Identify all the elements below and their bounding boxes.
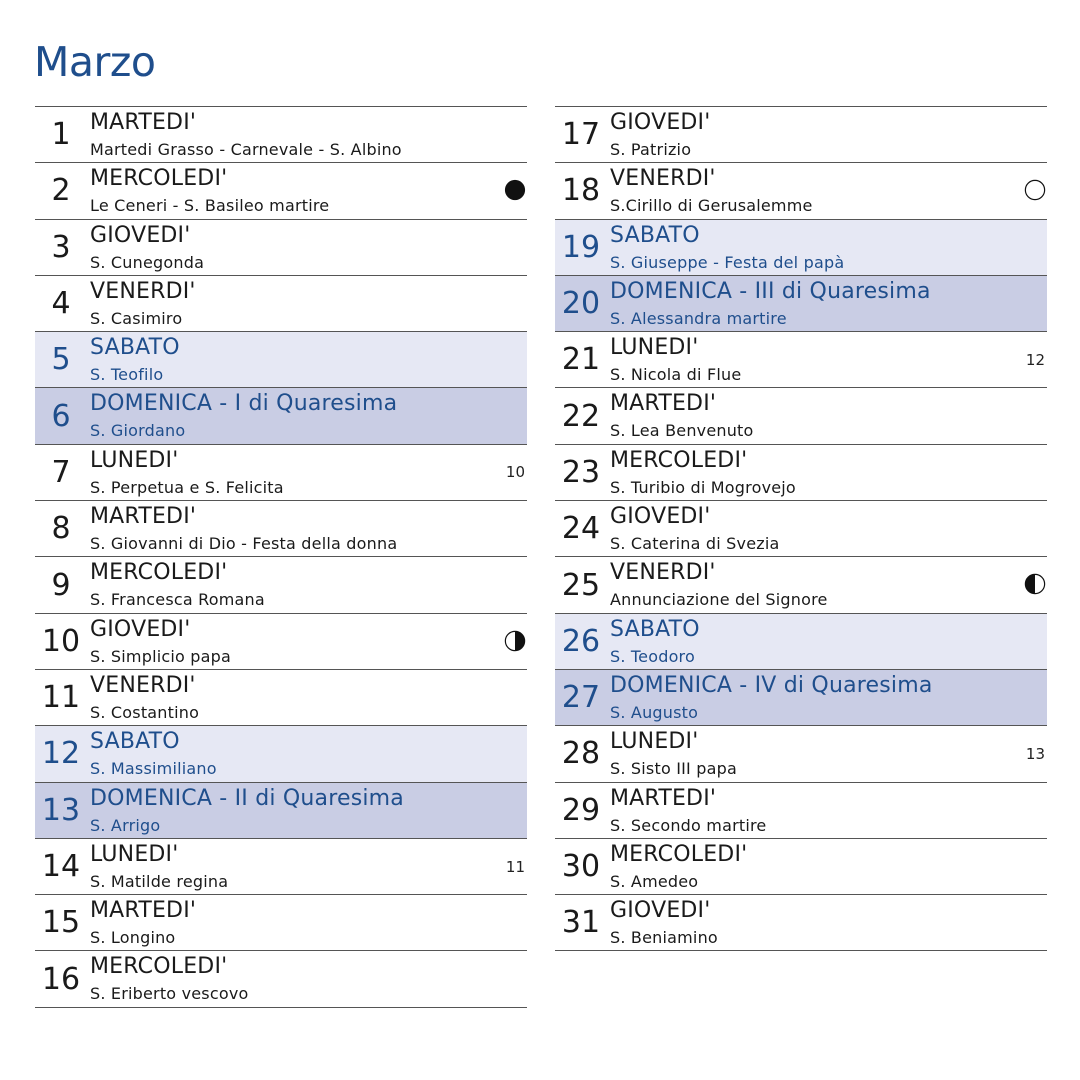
saint-name: S. Caterina di Svezia	[610, 534, 780, 554]
full-moon-icon	[1024, 179, 1046, 201]
day-row	[35, 839, 527, 895]
saint-name: S.Cirillo di Gerusalemme	[610, 196, 813, 216]
day-name: DOMENICA - II di Quaresima	[90, 785, 404, 811]
week-number: 13	[1025, 744, 1045, 763]
day-name: DOMENICA - IV di Quaresima	[610, 672, 933, 698]
day-name: GIOVEDI'	[610, 898, 711, 924]
day-number: 27	[561, 680, 601, 716]
days-column-right	[555, 106, 1047, 951]
day-row	[35, 726, 527, 782]
saint-name: S. Alessandra martire	[610, 308, 787, 328]
day-number: 6	[51, 398, 71, 434]
days-column-left	[35, 106, 527, 1008]
saint-name: Le Ceneri - S. Basileo martire	[90, 196, 330, 216]
day-number: 9	[51, 567, 71, 603]
day-name: GIOVEDI'	[90, 222, 191, 248]
day-row	[35, 163, 527, 219]
day-row	[555, 107, 1047, 163]
saint-name: S. Lea Benvenuto	[610, 421, 754, 441]
saint-name: S. Beniamino	[610, 928, 718, 948]
day-number: 29	[561, 792, 601, 828]
saint-name: S. Francesca Romana	[90, 590, 265, 610]
day-row	[35, 614, 527, 670]
week-number: 12	[1025, 350, 1045, 369]
day-name: MERCOLEDI'	[610, 447, 748, 473]
day-number: 15	[41, 905, 81, 941]
saint-name: S. Turibio di Mogrovejo	[610, 477, 796, 497]
first-quarter-icon	[504, 630, 526, 652]
last-quarter-icon	[1024, 573, 1046, 595]
day-row	[555, 163, 1047, 219]
new-moon-icon	[504, 179, 526, 201]
week-number: 10	[505, 463, 525, 482]
day-name: VENERDI'	[610, 166, 716, 192]
day-name: VENERDI'	[90, 672, 196, 698]
day-row	[35, 220, 527, 276]
day-name: LUNEDI'	[90, 841, 179, 867]
day-row	[555, 332, 1047, 388]
day-name: DOMENICA - I di Quaresima	[90, 391, 398, 417]
day-row	[555, 276, 1047, 332]
day-number: 23	[561, 454, 601, 490]
day-row	[555, 783, 1047, 839]
saint-name: S. Giovanni di Dio - Festa della donna	[90, 534, 398, 554]
saint-name: S. Arrigo	[90, 815, 161, 835]
day-row	[35, 332, 527, 388]
saint-name: S. Matilde regina	[90, 871, 229, 891]
day-name: SABATO	[610, 222, 700, 248]
day-name: GIOVEDI'	[610, 504, 711, 530]
day-name: LUNEDI'	[610, 335, 699, 361]
day-name: SABATO	[90, 335, 180, 361]
day-row	[35, 445, 527, 501]
day-number: 11	[41, 680, 81, 716]
day-number: 28	[561, 736, 601, 772]
day-row	[35, 388, 527, 444]
saint-name: S. Nicola di Flue	[610, 365, 742, 385]
day-name: MARTEDI'	[90, 504, 197, 530]
saint-name: S. Costantino	[90, 702, 200, 722]
saint-name: S. Massimiliano	[90, 759, 217, 779]
saint-name: S. Teofilo	[90, 365, 164, 385]
day-row	[555, 557, 1047, 613]
day-row	[35, 501, 527, 557]
day-number: 19	[561, 229, 601, 265]
saint-name: S. Teodoro	[610, 646, 695, 666]
day-number: 10	[41, 623, 81, 659]
saint-name: S. Simplicio papa	[90, 646, 232, 666]
saint-name: S. Amedeo	[610, 871, 699, 891]
day-row	[555, 388, 1047, 444]
day-row	[555, 501, 1047, 557]
day-row	[35, 276, 527, 332]
day-name: SABATO	[90, 729, 180, 755]
day-name: VENERDI'	[610, 560, 716, 586]
saint-name: S. Longino	[90, 928, 176, 948]
day-number: 26	[561, 623, 601, 659]
day-number: 21	[561, 342, 601, 378]
day-row	[555, 445, 1047, 501]
saint-name: Annunciazione del Signore	[610, 590, 828, 610]
day-number: 30	[561, 849, 601, 884]
day-number: 8	[51, 511, 71, 547]
day-row	[35, 557, 527, 613]
saint-name: S. Giuseppe - Festa del papà	[610, 252, 845, 272]
week-number: 11	[505, 857, 525, 876]
day-number: 31	[561, 905, 601, 941]
day-name: MERCOLEDI'	[90, 560, 228, 586]
saint-name: S. Patrizio	[610, 140, 692, 159]
day-name: MERCOLEDI'	[90, 954, 228, 980]
day-number: 17	[561, 117, 601, 153]
day-number: 3	[51, 229, 71, 265]
day-number: 5	[51, 342, 71, 378]
day-row	[35, 670, 527, 726]
day-number: 20	[561, 286, 601, 322]
day-row	[555, 726, 1047, 782]
saint-name: S. Casimiro	[90, 308, 183, 328]
day-number: 16	[41, 961, 81, 997]
saint-name: S. Secondo martire	[610, 815, 767, 835]
day-row	[555, 839, 1047, 895]
day-number: 24	[561, 511, 601, 547]
saint-name: Martedi Grasso - Carnevale - S. Albino	[90, 140, 402, 159]
saint-name: S. Augusto	[610, 702, 699, 722]
day-row	[35, 107, 527, 163]
saint-name: S. Perpetua e S. Felicita	[90, 477, 284, 497]
day-name: DOMENICA - III di Quaresima	[610, 278, 931, 304]
day-name: LUNEDI'	[90, 447, 179, 473]
day-row	[555, 895, 1047, 951]
day-name: VENERDI'	[90, 278, 196, 304]
day-name: MERCOLEDI'	[90, 166, 228, 192]
day-row	[35, 895, 527, 951]
saint-name: S. Cunegonda	[90, 252, 205, 272]
month-title: Marzo	[34, 38, 156, 86]
day-number: 1	[51, 117, 71, 153]
day-name: MARTEDI'	[610, 785, 717, 811]
saint-name: S. Giordano	[90, 421, 186, 441]
day-number: 14	[41, 849, 81, 884]
day-number: 13	[41, 792, 81, 828]
day-name: GIOVEDI'	[90, 616, 191, 642]
day-number: 18	[561, 173, 601, 209]
saint-name: S. Eriberto vescovo	[90, 984, 249, 1004]
day-name: GIOVEDI'	[610, 110, 711, 135]
day-row	[555, 614, 1047, 670]
day-name: MARTEDI'	[90, 898, 197, 924]
day-row	[35, 951, 527, 1007]
day-number: 12	[41, 736, 81, 772]
day-number: 4	[51, 286, 71, 322]
day-name: SABATO	[610, 616, 700, 642]
day-number: 22	[561, 398, 601, 434]
day-name: LUNEDI'	[610, 729, 699, 755]
day-name: MARTEDI'	[90, 110, 197, 135]
day-row	[35, 783, 527, 839]
day-row	[555, 220, 1047, 276]
day-number: 7	[51, 454, 71, 490]
day-number: 2	[51, 173, 71, 209]
day-name: MARTEDI'	[610, 391, 717, 417]
day-row	[555, 670, 1047, 726]
day-name: MERCOLEDI'	[610, 841, 748, 867]
saint-name: S. Sisto III papa	[610, 759, 737, 779]
day-number: 25	[561, 567, 601, 603]
